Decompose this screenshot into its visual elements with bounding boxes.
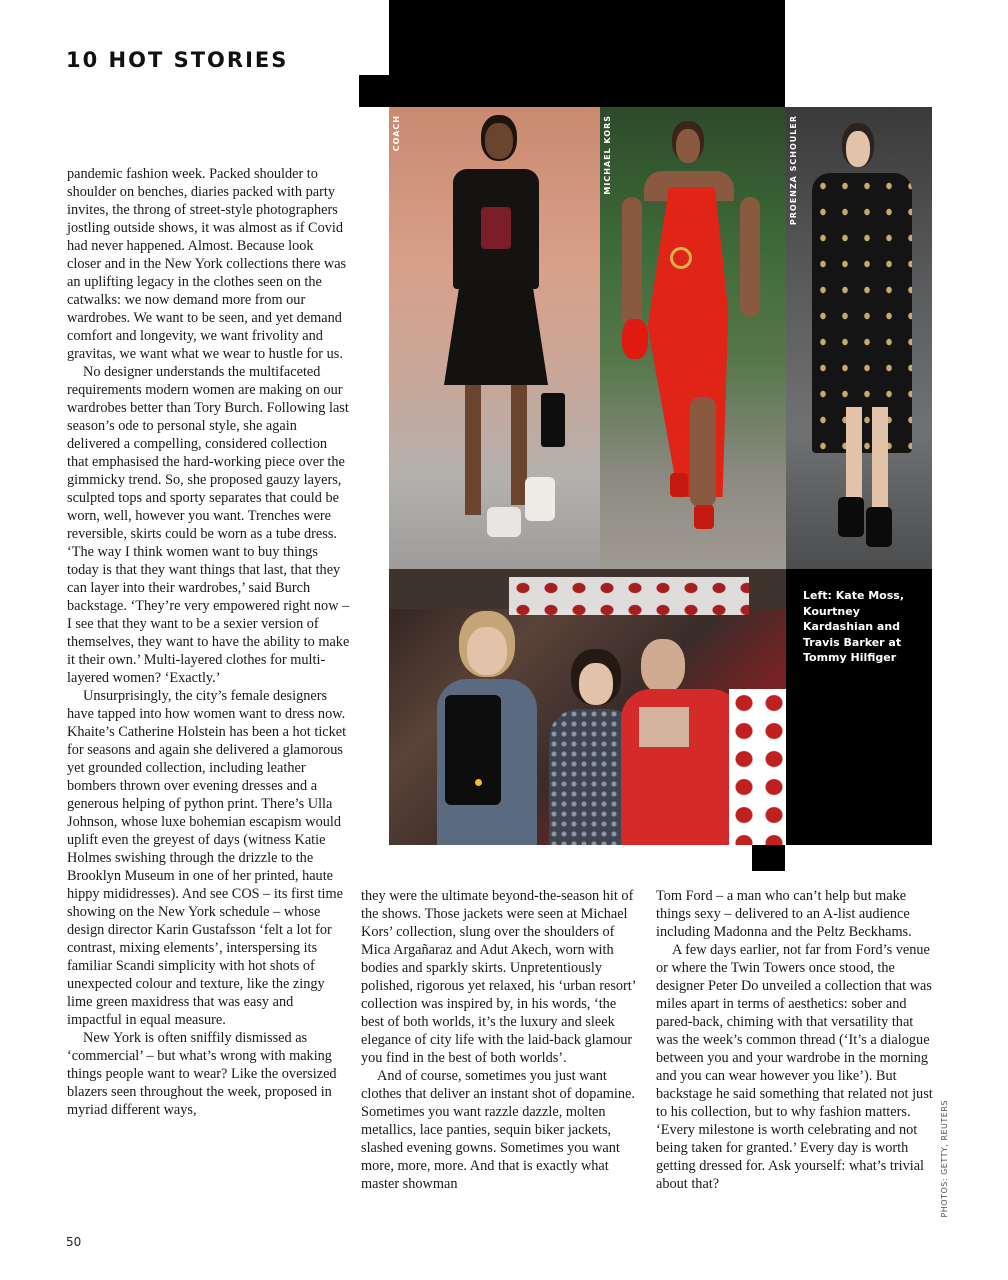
article-paragraph: New York is often sniffily dismissed as ‘commercial’ – but what’s wrong with making things people want to wear? Like the oversized blazers seen throughout the week, proposed in myriad different ways,: [67, 1030, 337, 1118]
decorative-black-block: [389, 0, 785, 107]
tommy-hilfiger-front-row-photo: [389, 569, 786, 845]
page-number: 50: [66, 1235, 82, 1249]
model-figure: [389, 107, 600, 569]
article-column-3: [656, 887, 936, 1193]
section-title: 10 HOT STORIES: [66, 48, 289, 72]
article-paragraph: A few days earlier, not far from Ford’s venue or where the Twin Towers once stood, the designer Peter Do unveiled a collection that was miles apart in terms of aesthetics: sober and pared-back, chiming with that versatility that was the week’s common thread (‘It’s a dialogue between you and your wardrobe in the morning and you can wear however you like’). But backstage he said something that related not just to his collection, but to why fashion matters. ‘Every milestone is worth celebrating and not being taken for granted.’ Every day is worth getting dressed for. Ask yourself: what’s trivial about that?: [656, 942, 933, 1192]
photo-label-proenza-schouler: PROENZA SCHOULER: [789, 115, 798, 226]
article-column-2: [361, 887, 640, 1193]
photo-label-michael-kors: MICHAEL KORS: [603, 115, 612, 195]
photo-credit: PHOTOS: GETTY, REUTERS: [940, 1100, 949, 1218]
crowd-figure: [389, 569, 786, 845]
proenza-schouler-runway-photo: [786, 107, 932, 569]
decorative-black-block: [359, 75, 391, 107]
article-paragraph: Tom Ford – a man who can’t help but make things sexy – delivered to an A-list audience including Madonna and the Peltz Beckhams.: [656, 888, 912, 940]
article-paragraph: And of course, sometimes you just want clothes that deliver an instant shot of dopamine. Sometimes you want razzle dazzle, molten metallics, lace panties, sequin biker jackets, slashed evening gowns. Sometimes you want more, more, more. And that is exactly what master showman: [361, 1068, 635, 1192]
decorative-black-block: [752, 845, 785, 871]
coach-runway-photo: [389, 107, 600, 569]
article-paragraph: Unsurprisingly, the city’s female designers have tapped into how women want to dress now. Khaite’s Catherine Holstein has been a hot ticket for seasons and again she delivered a glamorous yet grounded collection, including leather bombers thrown over evening dresses and a generous helping of python print. There’s Ulla Johnson, whose luxe bohemian escapism would uplift even the greyest of days (witness Katie Holmes swishing through the drizzle to the Brooklyn Museum in one of her printed, haute hippy mididresses). And see COS – its first time showing on the New York schedule – whose design director Karin Gustafsson ‘felt a lot for contrast, mixing elements’, interspersing its familiar Scandi simplicity with hot shots of unexpected colour and texture, like the zingy lime green maxidress that was easy and impactful in equal measure.: [67, 688, 347, 1028]
article-paragraph: pandemic fashion week. Packed shoulder to shoulder on benches, diaries packed with party invites, the throng of street-style photographers jostling outside shows, it was almost as if Covid had never happened. Almost. Because look closer and in the New York collections there was an uplifting legacy in the clothes seen on the catwalks: we now demand more from our wardrobes. We want to be seen, and yet demand comfort and longevity, we want frivolity and gravitas, we want what we wear to hustle for us.: [67, 166, 347, 362]
article-paragraph: No designer understands the multifaceted requirements modern women are making on our wardrobes better than Tory Burch. Following last season’s ode to personal style, she again delivered a compelling, considered collection that emphasised the hard-working piece over the gimmicky trend. So, she proposed gauzy layers, sculpted tops and sporty separates that could be worn, well, however you want. Trenches were reversible, skirts could be worn as a tube dress. ‘The way I think women want to buy things today is that they want things that last, that they can layer into their wardrobes,’ said Burch backstage. ‘They’re very empowered right now – I see that they want to be a sexier version of themselves, they want to have the ability to make it their own.’ Multi-layered clothes for multi-layered women? ‘Exactly.’: [67, 364, 350, 686]
photo-caption: Left: Kate Moss, Kourtney Kardashian and Travis Barker at Tommy Hilfiger: [803, 589, 905, 664]
model-figure: [786, 107, 932, 569]
article-column-1: [67, 165, 351, 1119]
michael-kors-runway-photo: [600, 107, 786, 569]
model-figure: [600, 107, 786, 569]
article-paragraph: they were the ultimate beyond-the-season hit of the shows. Those jackets were seen at Michael Kors’ collection, slung over the shoulders of Mica Argañaraz and Adut Akech, worn with bodies and sparkly skirts. Unpretentiously polished, rigorous yet relaxed, his ‘urban resort’ collection was inspired by, in his words, ‘the best of both worlds, it’s the luxury and sleek elegance of city life with the laid-back glamour you find in the best of both worlds’.: [361, 888, 636, 1066]
photo-label-coach: COACH: [392, 115, 401, 152]
photo-caption-box: [786, 569, 932, 845]
